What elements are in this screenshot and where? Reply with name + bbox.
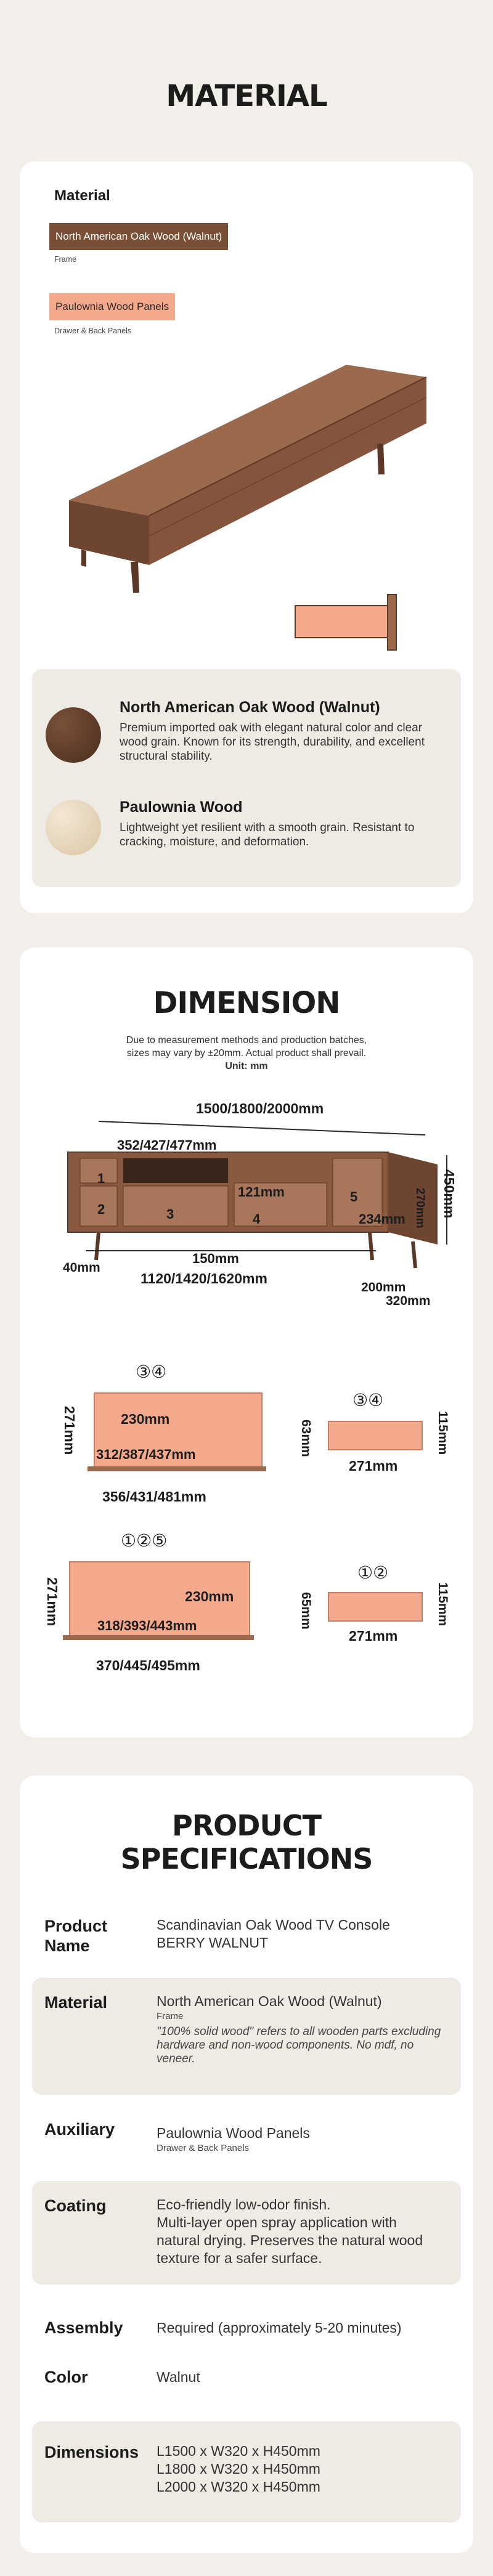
dimension-note-line2: sizes may vary by ±20mm. Actual product shall prevail. (126, 1048, 367, 1058)
spec-value-auxiliary: Paulownia Wood Panels (157, 2125, 310, 2141)
drawer-front-sample (387, 594, 397, 651)
drawer125-front-ids: ①②⑤ (121, 1531, 168, 1550)
drawer34-side-ids: ③④ (352, 1391, 384, 1410)
drawer125-front-width: 318/393/443mm (97, 1618, 197, 1633)
spec-label-assembly: Assembly (44, 2318, 123, 2337)
oak-swatch (46, 707, 101, 763)
material-tag-oak: North American Oak Wood (Walnut) (49, 223, 228, 250)
spec-label-coating: Coating (44, 2196, 107, 2215)
spec-label-auxiliary: Auxiliary (44, 2120, 115, 2139)
dim-inner-height: 270mm (414, 1188, 426, 1229)
spec-value-material: North American Oak Wood (Walnut) (157, 1993, 382, 2009)
drawer34-side-total-height: 115mm (436, 1411, 450, 1455)
dimension-note-line1: Due to measurement methods and production batches, (126, 1035, 367, 1046)
dim-drawer-width: 121mm (238, 1184, 285, 1200)
spec-value-product-name-1: Scandinavian Oak Wood TV Console (157, 1917, 390, 1933)
dim-length: 1500/1800/2000mm (196, 1100, 324, 1116)
spec-row-dimensions (32, 2421, 461, 2522)
material-card-title: Material (54, 187, 110, 204)
oak-title: North American Oak Wood (Walnut) (120, 699, 380, 716)
drawer34-side-shape (328, 1421, 423, 1450)
callout-4: 4 (253, 1211, 261, 1227)
spec-value-assembly: Required (approximately 5-20 minutes) (157, 2320, 402, 2336)
drawer125-height: 271mm (44, 1577, 60, 1627)
drawer34-side-height: 63mm (299, 1420, 313, 1457)
drawer125-inner-width: 230mm (185, 1588, 234, 1604)
spec-value-color: Walnut (157, 2369, 200, 2385)
drawer34-front-ids: ③④ (136, 1362, 167, 1381)
spec-value-coating-2: Multi-layer open spray application with natural drying. Preserves the natural wood texture for a safer surface. (157, 2214, 423, 2266)
spec-row-product-name (32, 1910, 461, 1959)
drawer12-side-height: 65mm (299, 1592, 313, 1630)
callout-5: 5 (350, 1189, 358, 1205)
drawer34-height: 271mm (62, 1406, 78, 1455)
spec-label-material: Material (44, 1993, 108, 2012)
drawer34-front-base (88, 1466, 266, 1471)
dim-height: 450mm (441, 1169, 457, 1219)
spec-sub-material: Frame (157, 2011, 184, 2021)
material-tag-paulownia-caption: Drawer & Back Panels (54, 327, 132, 335)
dimension-unit: Unit: mm (225, 1061, 268, 1071)
specs-heading-line1: PRODUCT (172, 1809, 321, 1842)
callout-1: 1 (97, 1171, 105, 1186)
dim-leg-height: 40mm (63, 1261, 100, 1275)
paulownia-panel-sample (295, 605, 389, 638)
spec-sub-auxiliary: Drawer & Back Panels (157, 2143, 250, 2153)
specs-heading-line2: SPECIFICATIONS (120, 1842, 373, 1875)
paulownia-swatch (46, 800, 101, 855)
spec-value-product-name-2: BERRY WALNUT (157, 1935, 269, 1951)
drawer125-front-base (63, 1635, 254, 1640)
spec-label-dimensions: Dimensions (44, 2443, 139, 2461)
drawer12-depth: 271mm (349, 1628, 398, 1644)
callout-2: 2 (97, 1201, 105, 1217)
tv-console-illustration (57, 340, 439, 599)
material-heading: MATERIAL (166, 79, 327, 113)
spec-row-material (32, 1978, 461, 2095)
spec-label-product-name: Product Name (44, 1917, 108, 1955)
paulownia-title: Paulownia Wood (120, 798, 243, 816)
spec-value-dimensions-3: L2000 x W320 x H450mm (157, 2479, 320, 2495)
callout-3: 3 (166, 1206, 174, 1222)
oak-description: Premium imported oak with elegant natural color and clear wood grain. Known for its strength, durability, and excellent structural stability. (120, 721, 425, 763)
paulownia-description: Lightweight yet resilient with a smooth grain. Resistant to cracking, moisture, and deformation. (120, 821, 415, 848)
material-tag-paulownia: Paulownia Wood Panels (49, 293, 175, 320)
spec-row-color (32, 2354, 461, 2403)
drawer12-side-ids: ①② (357, 1563, 389, 1582)
spec-label-color: Color (44, 2368, 88, 2386)
material-details-box (32, 669, 461, 887)
dim-shelf-depth: 150mm (192, 1251, 239, 1266)
spec-value-coating-1: Eco-friendly low-odor finish. (157, 2196, 331, 2212)
dim-inner-width: 352/427/477mm (117, 1137, 217, 1153)
spec-row-auxiliary (32, 2111, 461, 2170)
dim-depth-b: 320mm (386, 1294, 431, 1308)
spec-row-coating (32, 2181, 461, 2285)
drawer12-side-total-height: 115mm (436, 1582, 450, 1627)
spec-row-assembly (32, 2304, 461, 2354)
dim-depth-a: 200mm (361, 1280, 406, 1294)
drawer34-total-width: 356/431/481mm (102, 1489, 206, 1505)
dim-leg-span: 1120/1420/1620mm (141, 1270, 267, 1286)
drawer34-inner-width: 230mm (121, 1411, 170, 1427)
dimension-heading: DIMENSION (153, 986, 340, 1020)
dim-side-width: 234mm (359, 1211, 405, 1227)
drawer125-total-width: 370/445/495mm (96, 1657, 200, 1673)
drawer12-side-shape (328, 1592, 423, 1622)
spec-value-dimensions-2: L1800 x W320 x H450mm (157, 2461, 320, 2477)
drawer34-front-width: 312/387/437mm (96, 1447, 196, 1462)
spec-note-material: "100% solid wood" refers to all wooden parts excluding hardware and non-wood components. No mdf, no veneer. (157, 2025, 441, 2065)
spec-value-dimensions-1: L1500 x W320 x H450mm (157, 2443, 320, 2459)
drawer34-depth: 271mm (349, 1458, 398, 1474)
material-tag-oak-caption: Frame (54, 255, 77, 264)
